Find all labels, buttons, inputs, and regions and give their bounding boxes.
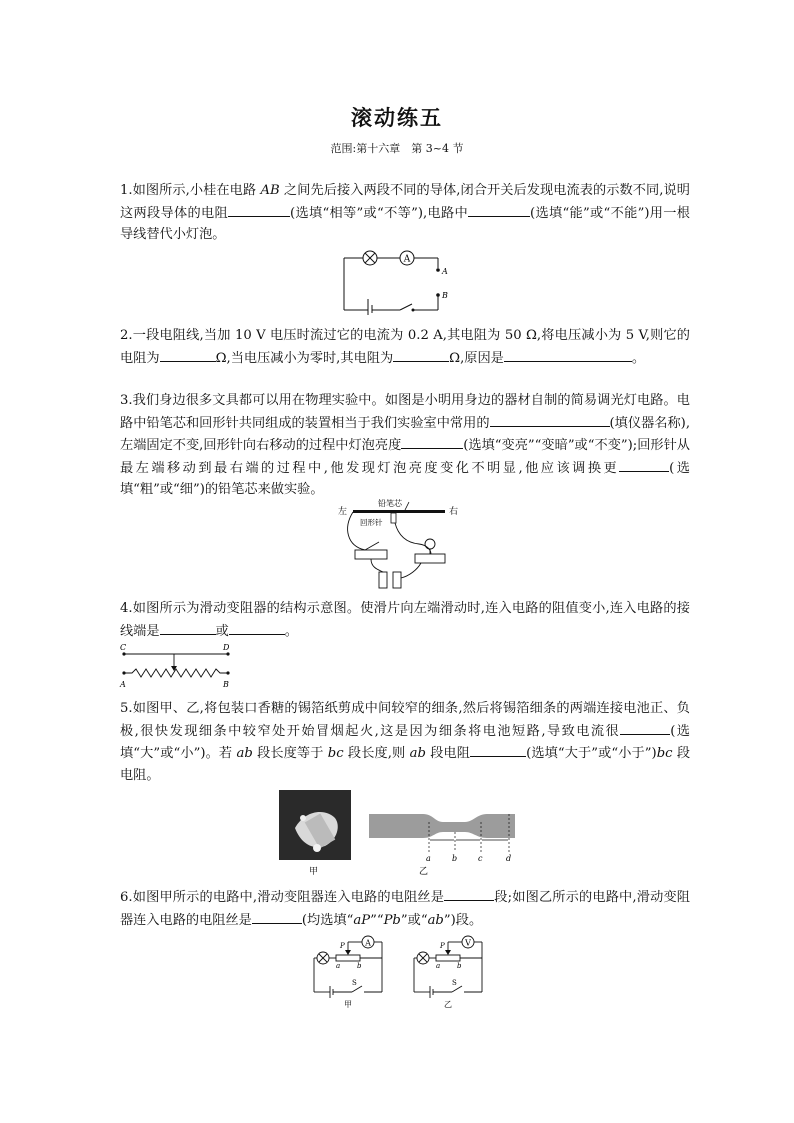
point-d: d — [506, 854, 512, 863]
figure-6-circuits — [306, 928, 496, 1010]
terminal-D: D — [223, 643, 230, 652]
diagram-label-yi: 乙 — [419, 867, 429, 877]
figure-3-dimmer-circuit — [335, 498, 465, 593]
answer-blank[interactable] — [393, 347, 449, 362]
page-subtitle: 范围:第十六章 第 3~4 节 — [330, 142, 464, 155]
question-1: 1.如图所示,小桂在电路 AB 之间先后接入两段不同的导体,闭合开关后发现电流表的示数不同,说明这两段导体的电阻 (选填“相等”或“不等”),电路中 (选填“能”或“不能”)用一根导线替代小灯泡。 — [120, 183, 690, 242]
ammeter-label: A — [365, 938, 371, 948]
answer-blank[interactable] — [490, 412, 610, 427]
answer-blank[interactable] — [401, 434, 463, 449]
question-3: 3.我们身边很多文具都可以用在物理实验中。如图是小明用身边的器材自制的简易调光灯电路。电路中铅笔芯和回形针共同组成的装置相当于我们实验室中常用的 (填仪器名称),左端固定不变,回形针向右移动的过程中灯泡亮度 (选填“变亮”“变暗”或“不变”);回形针从最左端移动到最右端的过程中,他发现灯泡亮度变化不明显,他应该调换更 (选填“粗”或“细”)的铅笔芯来做实验。 — [120, 393, 691, 497]
figure-5-foil-strip — [275, 788, 525, 880]
switch-S-jia: S — [352, 979, 357, 987]
point-b: b — [452, 854, 458, 863]
answer-blank[interactable] — [160, 347, 216, 362]
point-a: a — [426, 854, 431, 863]
circuit-label-yi: 乙 — [444, 1000, 452, 1009]
switch-S-yi: S — [452, 979, 457, 987]
terminal-C: C — [120, 643, 127, 652]
paper-clip-label: 回形针 — [360, 518, 383, 527]
photo-label-jia: 甲 — [309, 867, 319, 877]
left-end-label: 左 — [338, 507, 348, 517]
end-b-yi: b — [457, 962, 462, 970]
answer-blank[interactable] — [444, 886, 494, 901]
question-2: 2.一段电阻线,当加 10 V 电压时流过它的电流为 0.2 A,其电阻为 50 Ω,将电压减小为 5 V,则它的电阻为 Ω,当电压减小为零时,其电阻为 Ω,原因是 。 — [120, 328, 690, 366]
answer-blank[interactable] — [620, 720, 670, 735]
voltmeter-label: V — [465, 938, 471, 948]
answer-blank[interactable] — [229, 620, 285, 635]
answer-blank[interactable] — [160, 620, 216, 635]
label-A: A — [442, 267, 448, 276]
page-title: 滚动练五 — [351, 106, 443, 130]
answer-blank[interactable] — [470, 742, 526, 757]
answer-blank[interactable] — [504, 347, 632, 362]
question-5: 5.如图甲、乙,将包装口香糖的锡箔纸剪成中间较窄的细条,然后将锡箔细条的两端连接电池正、负极,很快发现细条中较窄处开始冒烟起火,这是因为细条将电池短路,导致电流很 (选填“大”或“小”)。若 ab 段长度等于 bc 段长度,则 ab 段电阻 (选填“大于”或“小于”)bc 段电阻。 — [120, 701, 691, 783]
end-b-jia: b — [357, 962, 362, 970]
answer-blank[interactable] — [619, 457, 669, 472]
figure-1-circuit — [330, 244, 460, 316]
answer-blank[interactable] — [468, 202, 530, 217]
answer-blank[interactable] — [252, 909, 302, 924]
terminal-A: A — [120, 680, 126, 689]
slider-P-yi: P — [440, 942, 445, 950]
right-end-label: 右 — [449, 507, 459, 517]
label-B: B — [442, 291, 448, 300]
question-6: 6.如图甲所示的电路中,滑动变阻器连入电路的电阻丝是 段;如图乙所示的电路中,滑动变阻器连入电路的电阻丝是 (均选填“aP”“Pb”或“ab”)段。 — [120, 886, 690, 931]
point-c: c — [478, 854, 483, 863]
end-a-yi: a — [436, 962, 441, 970]
circuit-label-jia: 甲 — [344, 1000, 352, 1009]
end-a-jia: a — [336, 962, 341, 970]
figure-4-rheostat — [116, 640, 238, 690]
ammeter-label: A — [403, 254, 411, 265]
question-4: 4.如图所示为滑动变阻器的结构示意图。使滑片向左端滑动时,连入电路的阻值变小,连入电路的接线端是 或 。 — [120, 601, 690, 639]
terminal-B: B — [223, 680, 229, 689]
slider-P-jia: P — [340, 942, 345, 950]
pencil-lead-label: 铅笔芯 — [378, 499, 402, 508]
answer-blank[interactable] — [228, 202, 290, 217]
